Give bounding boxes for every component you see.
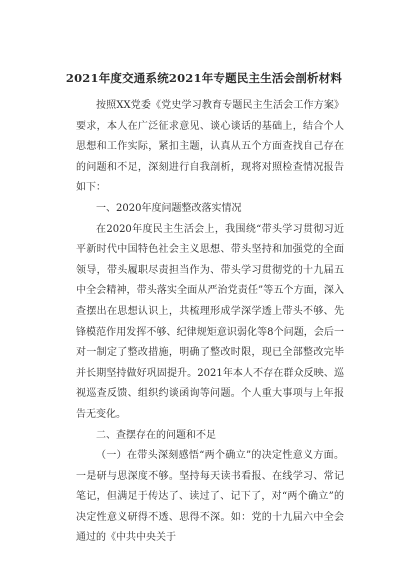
- document-body: [76, 96, 344, 549]
- section-heading-2: 二、查摆存在的问题和不足: [96, 429, 216, 441]
- document-title: 2021年度交通系统2021年专题民主生活会剖析材料: [65, 71, 343, 85]
- problems-paragraph: （一）在带头深刻感悟“两个确立”的决定性意义方面。一是研与思深度不够。坚持每天读书看报、在线学习、常记笔记，但满足于传达了、读过了、记下了，对“两个确立”的决定性意义研得不透、思得不深。如：党的十九届六中全会通过的《中共中央关于: [76, 450, 344, 544]
- section-heading-1: 一、2020年度问题整改落实情况: [96, 202, 242, 214]
- intro-paragraph: 按照XX党委《党史学习教育专题民主生活会工作方案》要求，本人在广泛征求意见、谈心谈话的基础上，结合个人思想和工作实际，紧扣主题，认真从五个方面查找自己存在的问题和不足，深刻进行自我剖析，现将对照检查情况报告如下：: [76, 100, 344, 194]
- rectification-paragraph: 在2020年度民主生活会上，我围绕“带头学习贯彻习近平新时代中国特色社会主义思想、带头坚持和加强党的全面领导，带头履职尽责担当作为、带头学习贯彻党的十九届五中全会精神，带头落实全面从严治党责任”等五个方面，深入查摆出在思想认识上，共梳理形成学深学透上带头不够、先锋模范作用发挥不够、纪律规矩意识弱化等8个问题，会后一对一制定了整改措施，明确了整改时限，现已全部整改完毕并长期坚持做好巩固提升。2021年本人不存在群众反映、巡视巡查反馈、组织约谈函询等问题。个人重大事项与上年报告无变化。: [76, 223, 344, 420]
